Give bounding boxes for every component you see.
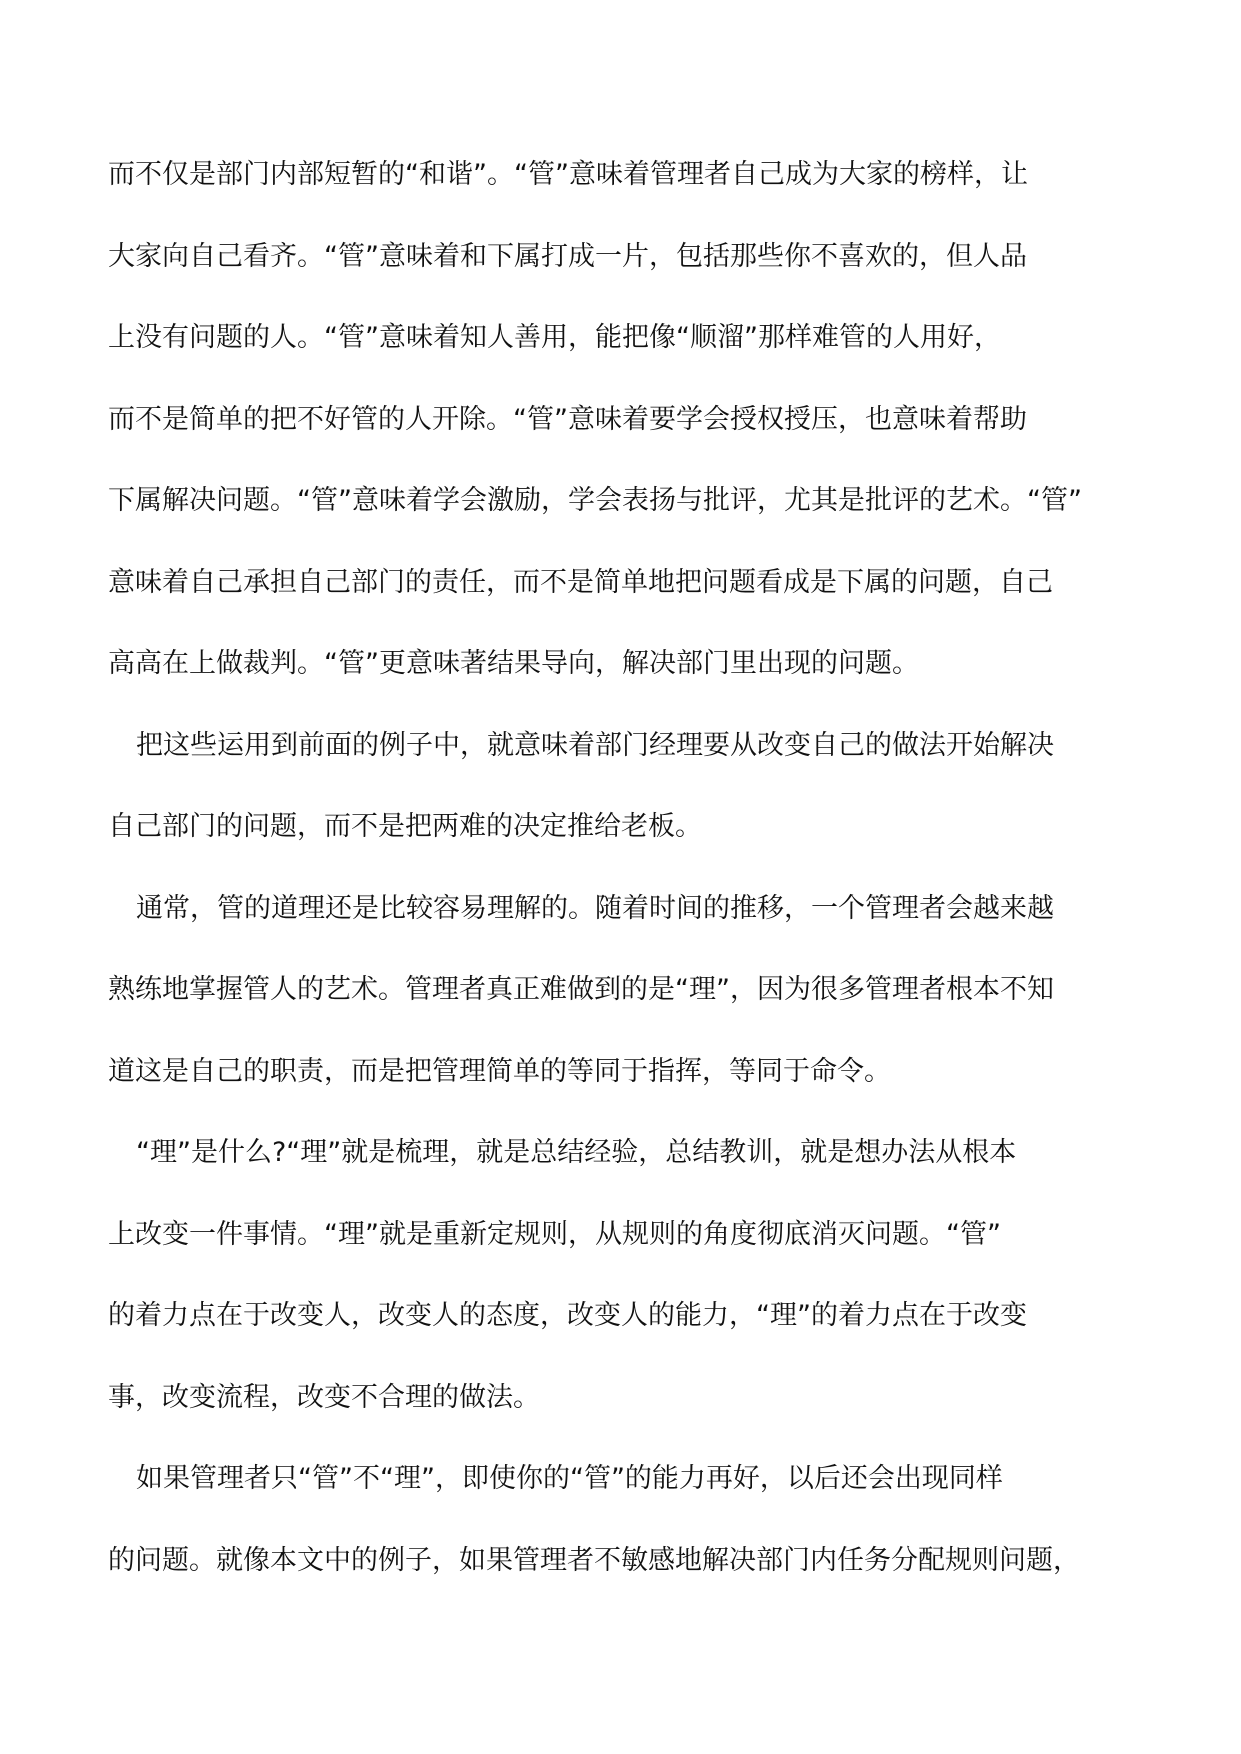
- text-line: 的着力点在于改变人，改变人的态度，改变人的能力，“理”的着力点在于改变: [108, 1300, 1027, 1331]
- paragraph-start-line: “理”是什么?“理”就是梳理，就是总结经验，总结教训，就是想办法从根本: [136, 1137, 1017, 1168]
- text-line: 的问题。就像本文中的例子，如果管理者不敏感地解决部门内任务分配规则问题，: [108, 1544, 1080, 1576]
- text-line: 下属解决问题。“管”意味着学会激励，学会表扬与批评，尤其是批评的艺术。“管”: [108, 485, 1082, 516]
- text-line: 大家向自己看齐。“管”意味着和下属打成一片，包括那些你不喜欢的，但人品: [108, 240, 1027, 272]
- text-line: 意味着自己承担自己部门的责任，而不是简单地把问题看成是下属的问题，自己: [108, 566, 1053, 598]
- text-line: 熟练地掌握管人的艺术。管理者真正难做到的是“理”，因为很多管理者根本不知: [108, 974, 1054, 1005]
- text-line: 上没有问题的人。“管”意味着知人善用，能把像“顺溜”那样难管的人用好，: [108, 322, 1001, 353]
- text-line: 上改变一件事情。“理”就是重新定规则，从规则的角度彻底消灭问题。“管”: [108, 1218, 1001, 1250]
- body-text: [108, 156, 1138, 1623]
- text-line: 道这是自己的职责，而是把管理简单的等同于指挥，等同于命令。: [108, 1055, 891, 1087]
- text-line: 事，改变流程，改变不合理的做法。: [108, 1381, 540, 1413]
- text-line: 而不仅是部门内部短暂的“和谐”。“管”意味着管理者自己成为大家的榜样，让: [108, 159, 1028, 190]
- paragraph-start-line: 把这些运用到前面的例子中，就意味着部门经理要从改变自己的做法开始解决: [136, 729, 1054, 761]
- text-line: 而不是简单的把不好管的人开除。“管”意味着要学会授权授压，也意味着帮助: [108, 403, 1027, 435]
- paragraph-start-line: 如果管理者只“管”不“理”，即使你的“管”的能力再好，以后还会出现同样: [136, 1463, 1003, 1494]
- text-line: 自己部门的问题，而不是把两难的决定推给老板。: [108, 811, 702, 842]
- text-line: 高高在上做裁判。“管”更意味著结果导向，解决部门里出现的问题。: [108, 648, 919, 679]
- paragraph-start-line: 通常，管的道理还是比较容易理解的。随着时间的推移，一个管理者会越来越: [136, 892, 1054, 924]
